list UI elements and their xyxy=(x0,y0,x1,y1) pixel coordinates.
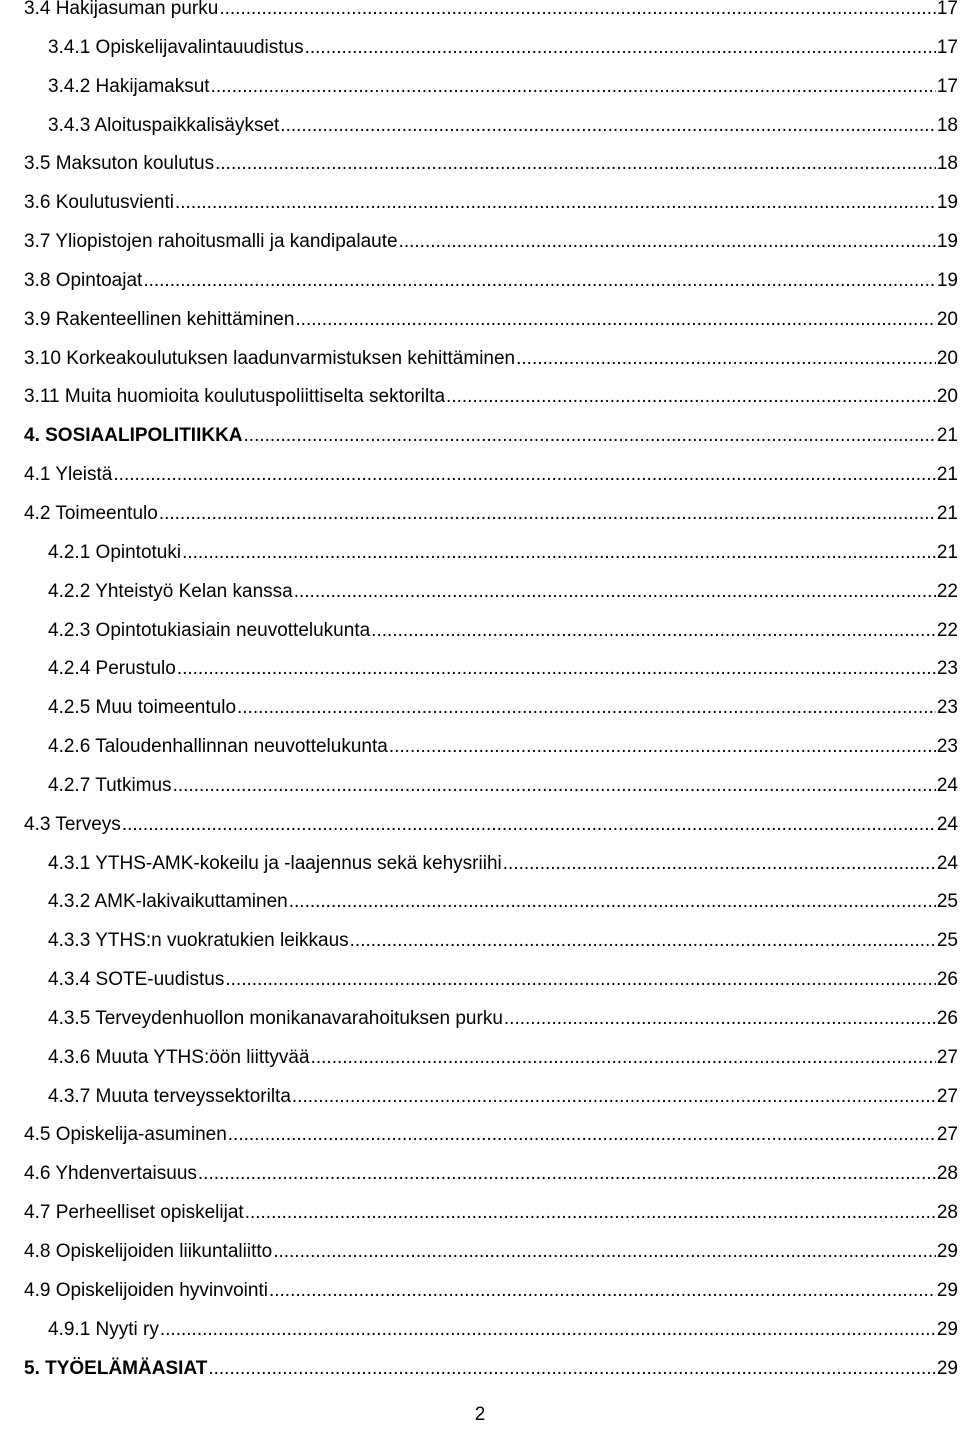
toc-entry-title: 4.3 Terveys xyxy=(24,813,121,835)
toc-entry-page: 26 xyxy=(936,969,958,991)
toc-entry[interactable] xyxy=(24,378,958,417)
toc-entry[interactable] xyxy=(24,922,958,961)
toc-dot-leader xyxy=(208,1350,936,1389)
toc-entry-title: 4.1 Yleistä xyxy=(24,464,113,486)
toc-dot-leader xyxy=(175,184,936,223)
toc-entry-page: 23 xyxy=(936,658,958,680)
toc-entry-page: 21 xyxy=(936,502,958,524)
toc-dot-leader xyxy=(113,456,935,495)
toc-entry[interactable] xyxy=(24,262,958,301)
toc-entry-page: 21 xyxy=(936,464,958,486)
toc-entry-title: 4.3.4 SOTE-uudistus xyxy=(48,969,225,991)
toc-entry[interactable] xyxy=(24,1350,958,1389)
toc-entry-page: 25 xyxy=(936,930,958,952)
toc-dot-leader xyxy=(215,145,936,184)
toc-entry-page: 23 xyxy=(936,736,958,758)
toc-entry[interactable] xyxy=(24,650,958,689)
toc-entry[interactable] xyxy=(24,1194,958,1233)
toc-entry[interactable] xyxy=(24,573,958,612)
toc-entry-page: 29 xyxy=(936,1279,958,1301)
toc-entry-title: 4.2.4 Perustulo xyxy=(48,658,176,680)
toc-entry[interactable] xyxy=(24,184,958,223)
toc-entry-page: 27 xyxy=(936,1046,958,1068)
toc-entry[interactable] xyxy=(24,1311,958,1350)
toc-entry-page: 29 xyxy=(936,1318,958,1340)
toc-entry-page: 23 xyxy=(936,697,958,719)
toc-entry[interactable] xyxy=(24,301,958,340)
toc-dot-leader xyxy=(350,922,936,961)
toc-entry-page: 19 xyxy=(936,192,958,214)
toc-entry-title: 4.2.2 Yhteistyö Kelan kanssa xyxy=(48,580,293,602)
toc-dot-leader xyxy=(159,495,936,534)
toc-dot-leader xyxy=(371,612,936,651)
toc-dot-leader xyxy=(228,1116,936,1155)
toc-entry[interactable] xyxy=(24,534,958,573)
toc-dot-leader xyxy=(289,883,936,922)
toc-entry-title: 3.4.1 Opiskelijavalintauudistus xyxy=(48,36,304,58)
toc-dot-leader xyxy=(280,107,936,146)
toc-entry-page: 25 xyxy=(936,891,958,913)
toc-entry[interactable] xyxy=(24,689,958,728)
toc-entry-page: 28 xyxy=(936,1202,958,1224)
toc-entry[interactable] xyxy=(24,145,958,184)
toc-entry-title: 4.5 Opiskelija-asuminen xyxy=(24,1124,227,1146)
toc-entry-title: 4.9 Opiskelijoiden hyvinvointi xyxy=(24,1279,268,1301)
toc-dot-leader xyxy=(173,767,936,806)
toc-entry-title: 4.7 Perheelliset opiskelijat xyxy=(24,1202,244,1224)
toc-entry-page: 22 xyxy=(936,580,958,602)
toc-dot-leader xyxy=(225,961,935,1000)
toc-entry[interactable] xyxy=(24,340,958,379)
toc-entry-page: 24 xyxy=(936,852,958,874)
page-number: 2 xyxy=(474,1404,486,1425)
toc-entry[interactable] xyxy=(24,845,958,884)
toc-dot-leader xyxy=(446,378,936,417)
toc-dot-leader xyxy=(273,1233,936,1272)
toc-entry-page: 27 xyxy=(936,1085,958,1107)
toc-entry[interactable] xyxy=(24,417,958,456)
toc-entry[interactable] xyxy=(24,1116,958,1155)
toc-dot-leader xyxy=(294,573,936,612)
toc-dot-leader xyxy=(182,534,936,573)
toc-entry-page: 26 xyxy=(936,1007,958,1029)
toc-dot-leader xyxy=(295,301,935,340)
toc-entry-title: 4.6 Yhdenvertaisuus xyxy=(24,1163,197,1185)
toc-entry[interactable] xyxy=(24,1000,958,1039)
toc-entry-page: 29 xyxy=(936,1357,958,1379)
toc-entry-page: 18 xyxy=(936,114,958,136)
toc-entry-page: 24 xyxy=(936,813,958,835)
toc-entry-page: 17 xyxy=(936,0,958,19)
toc-entry-title: 3.6 Koulutusvienti xyxy=(24,192,174,214)
toc-entry-title: 4.2.1 Opintotuki xyxy=(48,541,182,563)
toc-dot-leader xyxy=(198,1155,936,1194)
toc-entry-page: 24 xyxy=(936,774,958,796)
toc-entry-title: 3.8 Opintoajat xyxy=(24,269,143,291)
toc-entry-page: 20 xyxy=(936,308,958,330)
toc-entry[interactable] xyxy=(24,495,958,534)
toc-entry-title: 4.3.7 Muuta terveyssektorilta xyxy=(48,1085,291,1107)
toc-dot-leader xyxy=(292,1078,936,1117)
toc-entry-page: 22 xyxy=(936,619,958,641)
toc-dot-leader xyxy=(503,845,936,884)
toc-entry[interactable] xyxy=(24,1272,958,1311)
toc-entry[interactable] xyxy=(24,1039,958,1078)
toc-entry-page: 29 xyxy=(936,1241,958,1262)
toc-entry[interactable] xyxy=(24,223,958,262)
toc-entry[interactable] xyxy=(24,29,958,68)
toc-entry-page: 21 xyxy=(936,425,958,447)
toc-entry-title: 4.9.1 Nyyti ry xyxy=(48,1318,159,1340)
toc-entry[interactable] xyxy=(24,767,958,806)
toc-entry-page: 20 xyxy=(936,386,958,408)
toc-entry-page: 20 xyxy=(936,347,958,369)
toc-entry-page: 27 xyxy=(936,1124,958,1146)
toc-entry[interactable] xyxy=(24,612,958,651)
toc-entry-title: 3.4.3 Aloituspaikkalisäykset xyxy=(48,114,280,136)
toc-entry-title: 3.10 Korkeakoulutuksen laadunvarmistuksen kehittäminen xyxy=(24,347,516,369)
toc-dot-leader xyxy=(177,650,936,689)
toc-entry-title: 4.3.1 YTHS-AMK-kokeilu ja -laajennus sekä kehysriihi xyxy=(48,852,502,874)
toc-dot-leader xyxy=(219,0,936,29)
toc-dot-leader xyxy=(245,1194,936,1233)
toc-entry-title: 4.2.6 Taloudenhallinnan neuvottelukunta xyxy=(48,736,388,758)
toc-entry-title: 3.4 Hakijasuman purku xyxy=(24,0,219,19)
toc-entry-title: 5. TYÖELÄMÄASIAT xyxy=(24,1357,208,1379)
toc-entry-title: 4.2.3 Opintotukiasiain neuvottelukunta xyxy=(48,619,371,641)
toc-entry[interactable] xyxy=(24,0,958,29)
toc-entry-title: 3.4.2 Hakijamaksut xyxy=(48,75,210,97)
toc-entry-title: 4.3.6 Muuta YTHS:öön liittyvää xyxy=(48,1046,310,1068)
toc-entry[interactable] xyxy=(24,107,958,146)
toc-entry-page: 28 xyxy=(936,1163,958,1185)
toc-dot-leader xyxy=(399,223,936,262)
toc-dot-leader xyxy=(244,417,936,456)
toc-entry-title: 4.2 Toimeentulo xyxy=(24,502,158,524)
toc-entry[interactable] xyxy=(24,68,958,107)
toc-dot-leader xyxy=(211,68,936,107)
toc-dot-leader xyxy=(311,1039,936,1078)
toc-entry-title: 3.7 Yliopistojen rahoitusmalli ja kandipalaute xyxy=(24,231,398,253)
toc-entry[interactable] xyxy=(24,728,958,767)
toc-entry-title: 3.5 Maksuton koulutus xyxy=(24,153,215,175)
toc-dot-leader xyxy=(305,29,936,68)
toc-entry[interactable] xyxy=(24,883,958,922)
toc-entry[interactable] xyxy=(24,961,958,1000)
toc-entry-title: 3.11 Muita huomioita koulutuspoliittiselta sektorilta xyxy=(24,386,446,408)
toc-entry[interactable] xyxy=(24,806,958,845)
toc-entry-title: 4.2.7 Tutkimus xyxy=(48,774,172,796)
toc-entry-title: 4.2.5 Muu toimeentulo xyxy=(48,697,237,719)
toc-dot-leader xyxy=(269,1272,936,1311)
table-of-contents xyxy=(24,0,958,1388)
toc-dot-leader xyxy=(504,1000,936,1039)
toc-dot-leader xyxy=(389,728,936,767)
toc-entry-page: 17 xyxy=(936,36,958,58)
toc-entry-title: 4. SOSIAALIPOLITIIKKA xyxy=(24,425,243,447)
toc-entry-title: 4.3.5 Terveydenhuollon monikanavarahoituksen purku xyxy=(48,1007,503,1029)
toc-entry[interactable] xyxy=(24,1155,958,1194)
toc-dot-leader xyxy=(516,340,936,379)
toc-entry-title: 3.9 Rakenteellinen kehittäminen xyxy=(24,308,295,330)
toc-entry-title: 4.3.2 AMK-lakivaikuttaminen xyxy=(48,891,288,913)
toc-entry-page: 18 xyxy=(936,153,958,175)
toc-entry-title: 4.3.3 YTHS:n vuokratukien leikkaus xyxy=(48,930,349,952)
toc-entry[interactable] xyxy=(24,1078,958,1117)
toc-dot-leader xyxy=(122,806,936,845)
toc-dot-leader xyxy=(143,262,936,301)
toc-entry-page: 21 xyxy=(936,541,958,563)
toc-dot-leader xyxy=(160,1311,936,1350)
toc-entry-page: 19 xyxy=(936,231,958,253)
toc-dot-leader xyxy=(237,689,936,728)
toc-entry[interactable] xyxy=(24,1233,958,1272)
toc-entry[interactable] xyxy=(24,456,958,495)
toc-entry-page: 19 xyxy=(936,269,958,291)
toc-entry-title: 4.8 Opiskelijoiden liikuntaliitto xyxy=(24,1241,273,1262)
toc-entry-page: 17 xyxy=(936,75,958,97)
